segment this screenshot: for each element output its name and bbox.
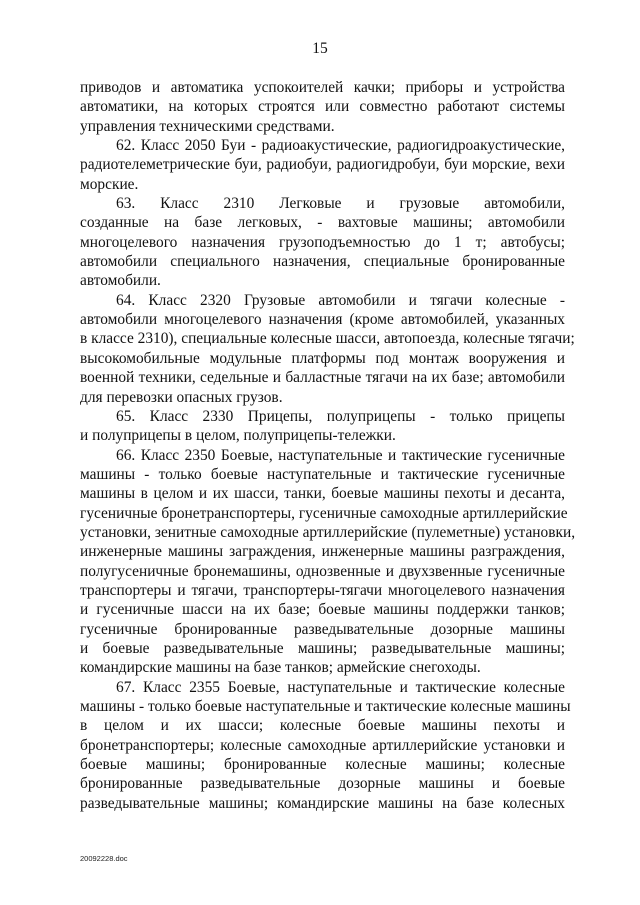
text-line: для перевозки опасных грузов. [80, 388, 283, 406]
text-line: бронированные разведывательные дозорные машины и боевые [80, 775, 565, 793]
text-line: и боевые разведывательные машины; разведывательные машины; [80, 639, 565, 657]
text-line: автомобили многоцелевого назначения (кроме автомобилей, указанных [80, 311, 565, 329]
text-line: 64. Класс 2320 Грузовые автомобили и тягачи колесные - [116, 291, 565, 309]
footer-filename: 20092228.doc [80, 854, 128, 863]
text-line: бронетранспортеры; колесные самоходные артиллерийские установки и [80, 736, 565, 754]
text-line: установки, зенитные самоходные артиллерийские (пулеметные) установки, [80, 523, 576, 541]
text-line: автоматики, на которых строятся или совместно работают системы [80, 98, 565, 116]
text-line: военной техники, седельные и балластные тягачи на их базе; автомобили [80, 369, 565, 387]
text-line: 63. Класс 2310 Легковые и грузовые автомобили, [116, 195, 565, 213]
text-line: 62. Класс 2050 Буи - радиоакустические, радиогидроакустические, [116, 137, 565, 155]
text-line: гусеничные бронированные разведывательные дозорные машины [80, 620, 565, 638]
text-line: и полуприцепы в целом, полуприцепы-тележки. [80, 427, 396, 445]
text-line: приводов и автоматика успокоителей качки; приборы и устройства [80, 79, 565, 96]
text-line: в классе 2310), специальные колесные шасси, автопоезда, колесные тягачи; [80, 330, 575, 348]
text-line: созданные на базе легковых, - вахтовые машины; автомобили [80, 214, 565, 232]
text-line: машины - только боевые наступательные и тактические колесные машины [80, 698, 571, 715]
text-line: высокомобильные модульные платформы под монтаж вооружения и [80, 349, 565, 367]
text-line: полугусеничные бронемашины, однозвенные и двухзвенные гусеничные [80, 562, 565, 580]
text-line: морские. [80, 175, 139, 193]
text-line: радиотелеметрические буи, радиобуи, радиогидробуи, буи морские, вехи [80, 156, 565, 174]
text-line: разведывательные машины; командирские машины на базе колесных [80, 794, 565, 812]
text-line: командирские машины на базе танков; армейские снегоходы. [80, 659, 481, 677]
text-line: и гусеничные шасси на их базе; боевые машины поддержки танков; [80, 601, 565, 619]
text-line: в целом и их шасси; колесные боевые машины пехоты и [80, 717, 565, 735]
text-line: 66. Класс 2350 Боевые, наступательные и тактические гусеничные [116, 446, 565, 464]
text-line: 65. Класс 2330 Прицепы, полуприцепы - только прицепы [116, 407, 565, 425]
text-line: боевые машины; бронированные колесные машины; колесные [80, 756, 565, 774]
text-line: машины в целом и их шасси, танки, боевые машины пехоты и десанта, [80, 485, 565, 503]
text-line: многоцелевого назначения грузоподъемностью до 1 т; автобусы; [80, 233, 565, 251]
text-line: автомобили специального назначения, специальные бронированные [80, 253, 565, 271]
document-body [80, 78, 576, 813]
text-line: гусеничные бронетранспортеры, гусеничные самоходные артиллерийские [80, 504, 568, 522]
text-line: машины - только боевые наступательные и тактические гусеничные [80, 465, 565, 483]
text-line: автомобили. [80, 272, 161, 290]
text-line: инженерные машины заграждения, инженерные машины разграждения, [80, 543, 565, 561]
text-line: транспортеры и тягачи, транспортеры-тягачи многоцелевого назначения [80, 581, 565, 599]
page-number: 15 [312, 40, 328, 57]
text-line: управления техническими средствами. [80, 117, 335, 135]
text-line: 67. Класс 2355 Боевые, наступательные и тактические колесные [116, 678, 565, 696]
